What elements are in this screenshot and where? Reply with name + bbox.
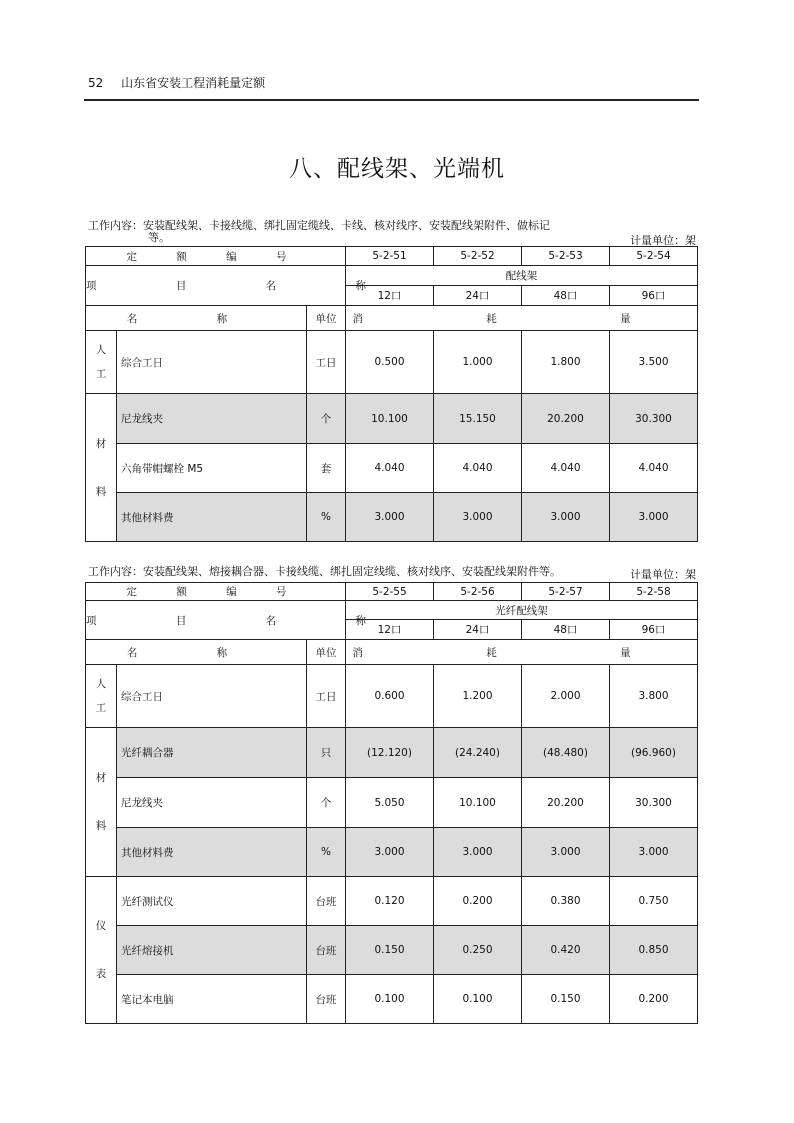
category-char: 仪 bbox=[95, 920, 107, 932]
spec-label: 48口 bbox=[522, 286, 610, 306]
category-char: 材 bbox=[95, 437, 107, 450]
category-labor bbox=[86, 331, 117, 394]
spec-label: 12口 bbox=[346, 286, 434, 306]
row-value: 4.040 bbox=[434, 444, 522, 493]
spec-label: 24口 bbox=[434, 286, 522, 306]
book-title: 山东省安装工程消耗量定额 bbox=[121, 76, 266, 90]
row-value: 3.500 bbox=[610, 331, 698, 394]
row-name: 尼龙线夹 bbox=[117, 778, 307, 828]
row-value: 3.800 bbox=[610, 665, 698, 728]
category-instrument bbox=[86, 877, 117, 1024]
category-char: 料 bbox=[95, 820, 107, 832]
quota-table-1 bbox=[85, 246, 698, 542]
category-char: 工 bbox=[95, 702, 107, 714]
row-value: (12.120) bbox=[346, 728, 434, 778]
row-value: 3.000 bbox=[610, 493, 698, 542]
row-name: 尼龙线夹 bbox=[117, 394, 307, 444]
row-value: 0.850 bbox=[610, 926, 698, 975]
row-value: 30.300 bbox=[610, 778, 698, 828]
row-value: 0.150 bbox=[346, 926, 434, 975]
category-char: 材 bbox=[95, 772, 107, 784]
group-label: 光纤配线架 bbox=[346, 601, 698, 620]
row-value: 3.000 bbox=[346, 828, 434, 877]
row-value: 0.380 bbox=[522, 877, 610, 926]
row-value: 3.000 bbox=[434, 828, 522, 877]
row-unit: 套 bbox=[307, 444, 346, 493]
row-name: 笔记本电脑 bbox=[117, 975, 307, 1024]
row-unit: 工日 bbox=[307, 665, 346, 728]
row-value: 10.100 bbox=[346, 394, 434, 444]
consumption-label: 消 耗 量 bbox=[346, 306, 698, 331]
spec-label: 12口 bbox=[346, 620, 434, 640]
row-name: 光纤测试仪 bbox=[117, 877, 307, 926]
row-value: 0.120 bbox=[346, 877, 434, 926]
row-name: 光纤耦合器 bbox=[117, 728, 307, 778]
category-char: 表 bbox=[95, 968, 107, 980]
row-value: 1.000 bbox=[434, 331, 522, 394]
work-content-text: 工作内容：安装配线架、卡接线缆、绑扎固定缆线、卡线、核对线序、安装配线架附件、做标记 bbox=[88, 219, 550, 232]
section-title: 八、配线架、光端机 bbox=[289, 156, 505, 182]
name-label: 名 称 bbox=[86, 306, 307, 331]
quota-table-2 bbox=[85, 582, 698, 1024]
group-label: 配线架 bbox=[346, 266, 698, 286]
page-number: 52 bbox=[88, 76, 104, 90]
row-name: 综合工日 bbox=[117, 665, 307, 728]
quota-code: 5-2-56 bbox=[434, 583, 522, 601]
work-content-text-cont: 等。 bbox=[148, 231, 170, 244]
category-labor bbox=[86, 665, 117, 728]
work-content-text: 工作内容：安装配线架、熔接耦合器、卡接线缆、绑扎固定线缆、核对线序、安装配线架附件等。 bbox=[88, 565, 561, 578]
row-unit: 台班 bbox=[307, 926, 346, 975]
row-value: 0.100 bbox=[346, 975, 434, 1024]
row-value: 15.150 bbox=[434, 394, 522, 444]
unit-label: 单位 bbox=[307, 640, 346, 665]
row-unit: 台班 bbox=[307, 877, 346, 926]
consumption-label: 消 耗 量 bbox=[346, 640, 698, 665]
row-unit: 工日 bbox=[307, 331, 346, 394]
quota-code: 5-2-54 bbox=[610, 247, 698, 266]
row-unit: 只 bbox=[307, 728, 346, 778]
category-char: 工 bbox=[95, 368, 107, 380]
row-value: 0.750 bbox=[610, 877, 698, 926]
row-value: 30.300 bbox=[610, 394, 698, 444]
item-name-label: 项 目 名 称 bbox=[86, 266, 346, 306]
row-value: 3.000 bbox=[610, 828, 698, 877]
row-value: 0.250 bbox=[434, 926, 522, 975]
row-value: (96.960) bbox=[610, 728, 698, 778]
row-value: 5.050 bbox=[346, 778, 434, 828]
row-value: 0.150 bbox=[522, 975, 610, 1024]
row-value: 1.800 bbox=[522, 331, 610, 394]
row-name: 其他材料费 bbox=[117, 493, 307, 542]
category-material bbox=[86, 728, 117, 877]
row-unit: 个 bbox=[307, 394, 346, 444]
measure-unit-2: 计量单位：架 bbox=[630, 568, 696, 581]
quota-code: 5-2-58 bbox=[610, 583, 698, 601]
page-header bbox=[88, 74, 265, 91]
row-value: 0.100 bbox=[434, 975, 522, 1024]
row-unit: 个 bbox=[307, 778, 346, 828]
spec-label: 24口 bbox=[434, 620, 522, 640]
row-value: 3.000 bbox=[522, 828, 610, 877]
row-unit: % bbox=[307, 828, 346, 877]
row-value: 20.200 bbox=[522, 778, 610, 828]
row-unit: % bbox=[307, 493, 346, 542]
row-value: 0.420 bbox=[522, 926, 610, 975]
row-value: 0.200 bbox=[610, 975, 698, 1024]
header-rule bbox=[84, 99, 699, 101]
row-value: (24.240) bbox=[434, 728, 522, 778]
row-value: (48.480) bbox=[522, 728, 610, 778]
category-char: 料 bbox=[95, 485, 107, 498]
row-name: 其他材料费 bbox=[117, 828, 307, 877]
quota-code: 5-2-53 bbox=[522, 247, 610, 266]
category-char: 人 bbox=[95, 678, 107, 690]
spec-label: 48口 bbox=[522, 620, 610, 640]
work-content-1 bbox=[88, 220, 550, 244]
row-value: 3.000 bbox=[346, 493, 434, 542]
row-value: 3.000 bbox=[434, 493, 522, 542]
spec-label: 96口 bbox=[610, 620, 698, 640]
row-value: 4.040 bbox=[610, 444, 698, 493]
spec-label: 96口 bbox=[610, 286, 698, 306]
name-label: 名 称 bbox=[86, 640, 307, 665]
quota-no-label: 定 额 编 号 bbox=[86, 247, 346, 266]
row-value: 1.200 bbox=[434, 665, 522, 728]
quota-code: 5-2-57 bbox=[522, 583, 610, 601]
quota-code: 5-2-51 bbox=[346, 247, 434, 266]
category-char: 人 bbox=[95, 344, 107, 356]
row-unit: 台班 bbox=[307, 975, 346, 1024]
row-value: 4.040 bbox=[522, 444, 610, 493]
row-value: 0.500 bbox=[346, 331, 434, 394]
row-value: 3.000 bbox=[522, 493, 610, 542]
measure-unit-1: 计量单位：架 bbox=[630, 234, 696, 247]
row-value: 4.040 bbox=[346, 444, 434, 493]
quota-code: 5-2-52 bbox=[434, 247, 522, 266]
row-value: 0.600 bbox=[346, 665, 434, 728]
unit-label: 单位 bbox=[307, 306, 346, 331]
row-value: 10.100 bbox=[434, 778, 522, 828]
quota-no-label: 定 额 编 号 bbox=[86, 583, 346, 601]
row-name: 综合工日 bbox=[117, 331, 307, 394]
item-name-label: 项 目 名 称 bbox=[86, 601, 346, 640]
row-value: 0.200 bbox=[434, 877, 522, 926]
quota-code: 5-2-55 bbox=[346, 583, 434, 601]
work-content-2 bbox=[88, 566, 561, 578]
row-name: 六角带帽螺栓 M5 bbox=[117, 444, 307, 493]
category-material bbox=[86, 394, 117, 542]
row-name: 光纤熔接机 bbox=[117, 926, 307, 975]
row-value: 20.200 bbox=[522, 394, 610, 444]
row-value: 2.000 bbox=[522, 665, 610, 728]
